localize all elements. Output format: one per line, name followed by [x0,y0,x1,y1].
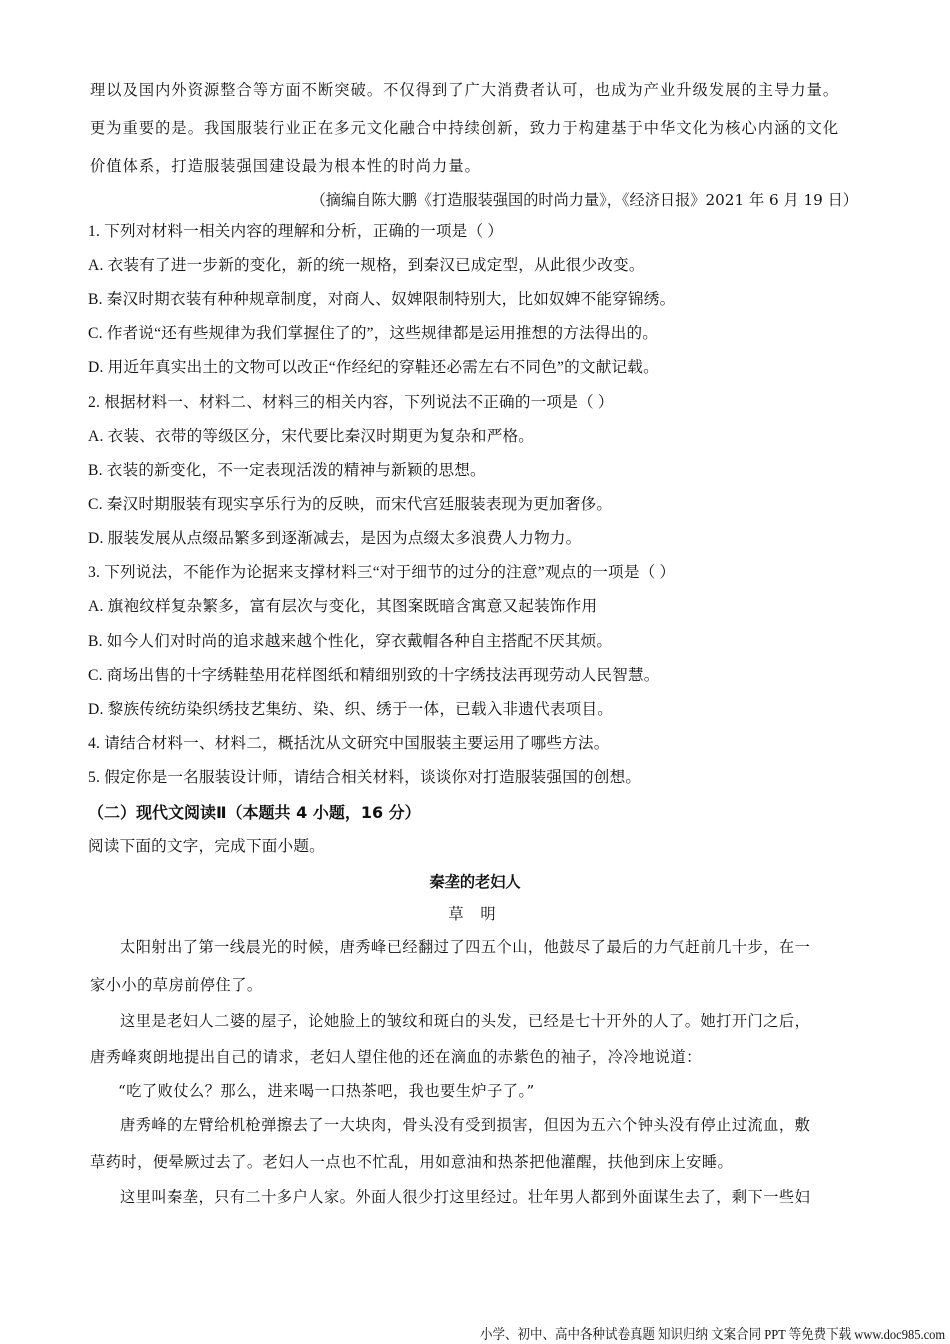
story-line-3: 这里是老妇人二婆的屋子，论她脸上的皱纹和斑白的头发，已经是七十开外的人了。她打开门之后， [120,1012,811,1030]
question-1-option-d: D. 用近年真实出土的文物可以改正“作经纪的穿鞋还必需左右不同色”的文献记载。 [88,359,659,376]
question-2-stem: 2. 根据材料一、材料二、材料三的相关内容，下列说法不正确的一项是（ ） [88,394,614,411]
question-3-option-a: A. 旗袍纹样复杂繁多，富有层次与变化，其图案既暗含寓意又起装饰作用 [88,598,598,615]
question-2-option-d: D. 服装发展从点缀品繁多到逐渐减去，是因为点缀太多浪费人力物力。 [88,530,582,547]
question-1-option-b: B. 秦汉时期衣装有种种规章制度，对商人、奴婢限制特别大，比如奴婢不能穿锦绣。 [88,291,676,308]
section-heading: （二）现代文阅读Ⅱ（本题共 4 小题，16 分） [88,803,421,822]
question-1-stem: 1. 下列对材料一相关内容的理解和分析，正确的一项是（ ） [88,223,504,240]
story-title: 秦垄的老妇人 [429,873,521,891]
reading-instruction: 阅读下面的文字，完成下面小题。 [88,838,325,855]
story-line-5: “吃了败仗么？那么，进来喝一口热茶吧，我也要生炉子了。” [118,1082,535,1100]
question-5: 5. 假定你是一名服装设计师，请结合相关材料，谈谈你对打造服装强国的创想。 [88,769,642,786]
question-3-option-c: C. 商场出售的十字绣鞋垫用花样图纸和精细别致的十字绣技法再现劳动人民智慧。 [88,667,660,684]
question-2-option-c: C. 秦汉时期服装有现实享乐行为的反映，而宋代宫廷服装表现为更加奢侈。 [88,496,613,513]
story-line-4: 唐秀峰爽朗地提出自己的请求，老妇人望住他的还在滴血的赤紫色的袖子，冷冷地说道： [90,1048,702,1066]
question-3-option-d: D. 黎族传统纺染织绣技艺集纺、染、织、绣于一体，已载入非遗代表项目。 [88,701,614,718]
intro-line-2: 更为重要的是。我国服装行业正在多元文化融合中持续创新，致力于构建基于中华文化为核心内涵的文化 [90,119,840,137]
story-author: 草 明 [448,905,502,923]
question-3-option-b: B. 如今人们对时尚的追求越来越个性化，穿衣戴帽各种自主搭配不厌其烦。 [88,633,613,650]
page-footer: 小学、初中、高中各种试卷真题 知识归纳 文案合同 PPT 等免费下载 www.doc985.com [480,1328,946,1343]
question-1-option-c: C. 作者说“还有些规律为我们掌握住了的”，这些规律都是运用推想的方法得出的。 [88,325,659,342]
question-3-stem: 3. 下列说法，不能作为论据来支撑材料三“对于细节的过分的注意”观点的一项是（ ） [88,564,676,581]
story-line-1: 太阳射出了第一线晨光的时候，唐秀峰已经翻过了四五个山，他鼓尽了最后的力气赶前几十步，在一 [120,938,811,956]
story-line-6: 唐秀峰的左臂给机枪弹擦去了一大块肉，骨头没有受到损害，但因为五六个钟头没有停止过流血，敷 [120,1116,811,1134]
story-line-8: 这里叫秦垄，只有二十多户人家。外面人很少打这里经过。壮年男人都到外面谋生去了，剩下一些妇 [120,1188,811,1206]
intro-line-1: 理以及国内外资源整合等方面不断突破。不仅得到了广大消费者认可，也成为产业升级发展的主导力量。 [90,81,840,99]
question-4: 4. 请结合材料一、材料二，概括沈从文研究中国服装主要运用了哪些方法。 [88,735,610,752]
intro-line-3: 价值体系，打造服装强国建设最为根本性的时尚力量。 [90,157,481,175]
story-line-7: 草药时，便晕厥过去了。老妇人一点也不忙乱，用如意油和热茶把他灌醒，扶他到床上安睡。 [90,1153,734,1171]
citation: （摘编自陈大鹏《打造服装强国的时尚力量》，《经济日报》2021 年 6 月 19 日） [310,191,858,209]
story-line-2: 家小小的草房前停住了。 [90,976,263,994]
question-1-option-a: A. 衣装有了进一步新的变化，新的统一规格，到秦汉已成定型，从此很少改变。 [88,257,645,274]
question-2-option-b: B. 衣装的新变化，不一定表现活泼的精神与新颖的思想。 [88,462,486,479]
question-2-option-a: A. 衣装、衣带的等级区分，宋代要比秦汉时期更为复杂和严格。 [88,428,535,445]
